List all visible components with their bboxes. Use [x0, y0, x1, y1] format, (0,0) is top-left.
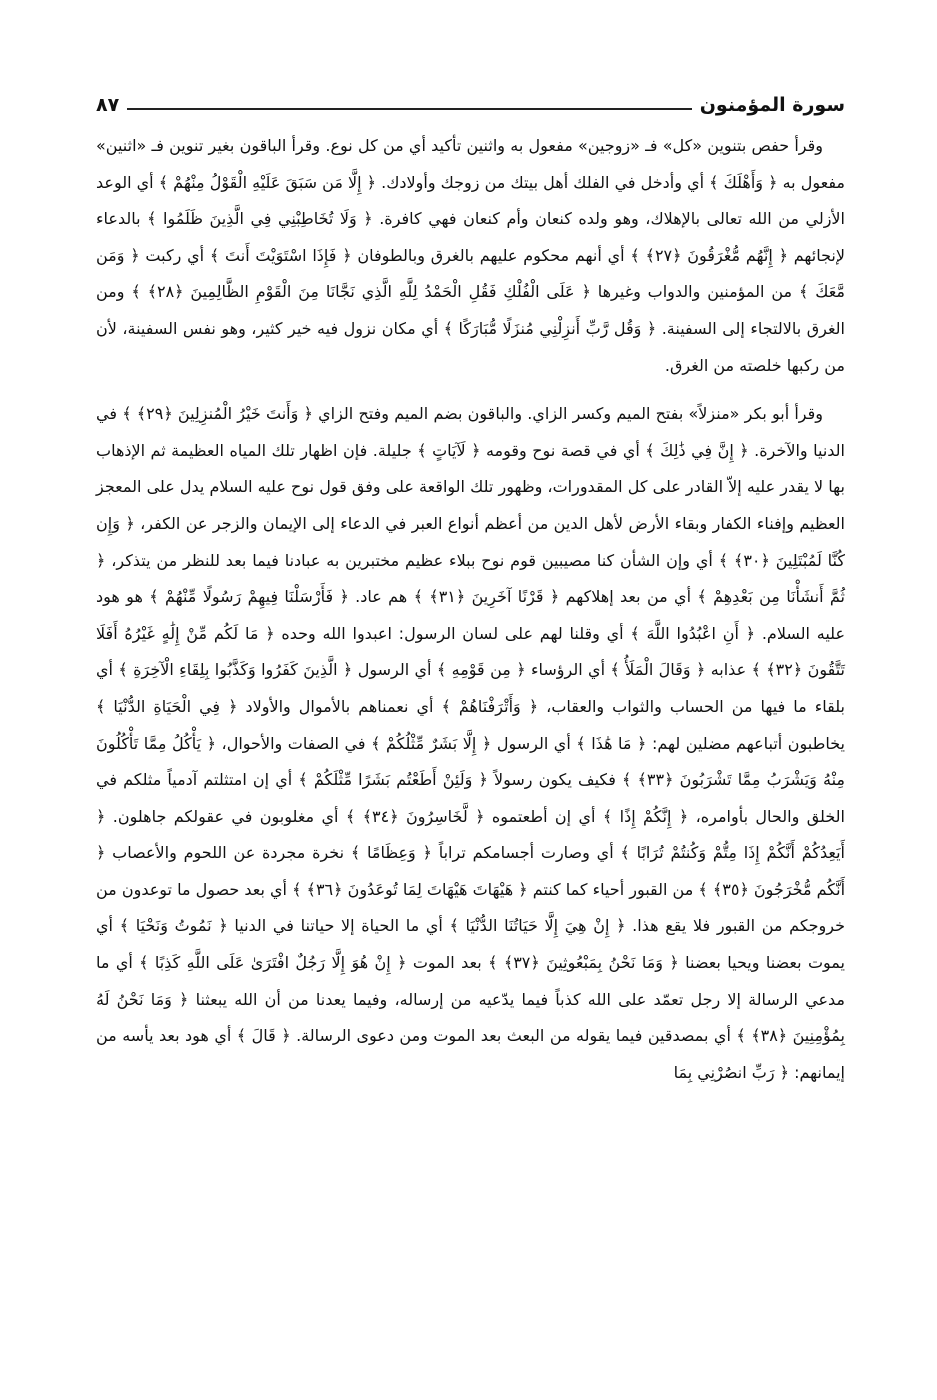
paragraph-text: وقرأ أبو بكر «منزلاً» بفتح الميم وكسر الزاي. والباقون بضم الميم وفتح الزاي ﴿ وَأَنتَ خَيْرُ الْمُنزِلِينَ ﴿٢٩﴾ ﴾ في الدنيا والآخرة. ﴿ إِنَّ فِي ذَٰلِكَ ﴾ أي في قصة نوح وقومه ﴿ لَآيَاتٍ ﴾ جليلة. فإن اظهار تلك المياه العظيمة ثم الإذهاب بها لا يقدر عليه إلاّ القادر على كل المقدورات، وظهور تلك الواقعة على وفق قول نوح عليه السلام يدل على المعجز العظيم وإفناء الكفار وبقاء الأرض لأهل الدين من أعظم أنواع العبر في الدعاء إلى الإيمان والزجر عن الكفر، ﴿ وَإِن كُنَّا لَمُبْتَلِينَ ﴿٣٠﴾ ﴾ أي وإن الشأن كنا مصيبين قوم نوح ببلاء عظيم مختبرين به عبادنا فيما بعد للنظر من يتذكر، ﴿ ثُمَّ أَنشَأْنَا مِن بَعْدِهِمْ ﴾ أي من بعد إهلاكهم ﴿ قَرْنًا آخَرِينَ ﴿٣١﴾ ﴾ هم عاد. ﴿ فَأَرْسَلْنَا فِيهِمْ رَسُولًا مِّنْهُمْ ﴾ هو هود عليه السلام. ﴿ أَنِ اعْبُدُوا اللَّهَ ﴾ أي وقلنا لهم على لسان الرسول: اعبدوا الله وحده ﴿ مَا لَكُم مِّنْ إِلَٰهٍ غَيْرُهُ أَفَلَا تَتَّقُونَ ﴿٣٢﴾ ﴾ عذابه ﴿ وَقَالَ الْمَلَأُ ﴾ أي الرؤساء ﴿ مِن قَوْمِهِ ﴾ أي الرسول ﴿ الَّذِينَ كَفَرُوا وَكَذَّبُوا بِلِقَاءِ الْآخِرَةِ ﴾ أي بلقاء ما فيها من الحساب والثواب والعقاب، ﴿ وَأَتْرَفْنَاهُمْ ﴾ أي نعمناهم بالأموال والأولاد ﴿ فِي الْحَيَاةِ الدُّنْيَا ﴾ يخاطبون أتباعهم مضلين لهم: ﴿ مَا هَٰذَا ﴾ أي الرسول ﴿ إِلَّا بَشَرٌ مِّثْلُكُمْ ﴾ في الصفات والأحوال، ﴿ يَأْكُلُ مِمَّا تَأْكُلُونَ مِنْهُ وَيَشْرَبُ مِمَّا تَشْرَبُونَ ﴿٣٣﴾ ﴾ فكيف يكون رسولاً ﴿ وَلَئِنْ أَطَعْتُم بَشَرًا مِّثْلَكُمْ ﴾ أي إن امتثلتم آدمياً مثلكم في الخلق والحال بأوامره، ﴿ إِنَّكُمْ إِذًا ﴾ أي إن أطعتموه ﴿ لَّخَاسِرُونَ ﴿٣٤﴾ ﴾ أي مغلوبون في عقولكم جاهلون. ﴿ أَيَعِدُكُمْ أَنَّكُمْ إِذَا مِتُّمْ وَكُنتُمْ تُرَابًا ﴾ أي وصارت أجسامكم تراباً ﴿ وَعِظَامًا ﴾ نخرة مجردة عن اللحوم والأعصاب ﴿ أَنَّكُم مُّخْرَجُونَ ﴿٣٥﴾ ﴾ من القبور أحياء كما كنتم ﴿ هَيْهَاتَ هَيْهَاتَ لِمَا تُوعَدُونَ ﴿٣٦﴾ ﴾ أي بعد حصول ما توعدون من خروجكم من القبور فلا يقع هذا. ﴿ إِنْ هِيَ إِلَّا حَيَاتُنَا الدُّنْيَا ﴾ أي ما الحياة إلا حياتنا في الدنيا ﴿ نَمُوتُ وَنَحْيَا ﴾ أي يموت بعضنا ويحيا بعضنا ﴿ وَمَا نَحْنُ بِمَبْعُوثِينَ ﴿٣٧﴾ ﴾ بعد الموت ﴿ إِنْ هُوَ إِلَّا رَجُلٌ افْتَرَىٰ عَلَى اللَّهِ كَذِبًا ﴾ أي ما مدعي الرسالة إلا رجل تعمّد على الله كذباً فيما يدّعيه من إرساله، وفيما يعدنا من أن الله يبعثنا ﴿ وَمَا نَحْنُ لَهُ بِمُؤْمِنِينَ ﴿٣٨﴾ ﴾ أي بمصدقين فيما يقوله من البعث بعد الموت ومن دعوى الرسالة. ﴿ قَالَ ﴾ أي هود بعد يأسه من إيمانهم: ﴿ رَبِّ انصُرْنِي بِمَا — [96, 404, 846, 1082]
paragraph-2 — [96, 396, 845, 1091]
surah-title: سورة المؤمنون — [699, 94, 845, 116]
paragraph-text: وقرأ حفص بتنوين «كل» فـ «زوجين» مفعول به واثنين تأكيد أي من كل نوع. وقرأ الباقون بغير تنوين فـ «اثنين» مفعول به ﴿ وَأَهْلَكَ ﴾ أي وأدخل في الفلك أهل بيتك من زوجك وأولادك. ﴿ إِلَّا مَن سَبَقَ عَلَيْهِ الْقَوْلُ مِنْهُمْ ﴾ أي الوعد الأزلي من الله تعالى بالإهلاك، وهو ولده كنعان وأم كنعان فهي كافرة. ﴿ وَلَا تُخَاطِبْنِي فِي الَّذِينَ ظَلَمُوا ﴾ بالدعاء لإنجائهم ﴿ إِنَّهُم مُّغْرَقُونَ ﴿٢٧﴾ ﴾ أي أنهم محكوم عليهم بالغرق وبالطوفان ﴿ فَإِذَا اسْتَوَيْتَ أَنتَ ﴾ أي ركبت ﴿ وَمَن مَّعَكَ ﴾ من المؤمنين والدواب وغيرها ﴿ عَلَى الْفُلْكِ فَقُلِ الْحَمْدُ لِلَّهِ الَّذِي نَجَّانَا مِنَ الْقَوْمِ الظَّالِمِينَ ﴿٢٨﴾ ﴾ ومن الغرق بالالتجاء إلى السفينة. ﴿ وَقُل رَّبِّ أَنزِلْنِي مُنزَلًا مُّبَارَكًا ﴾ أي مكان نزول فيه خير كثير، وهو نفس السفينة، لأن من ركبها خلصته من الغرق. — [96, 136, 846, 375]
paragraph-1 — [96, 128, 845, 384]
page-header — [96, 86, 845, 116]
header-rule — [127, 108, 691, 110]
page-number: ٨٧ — [96, 94, 120, 116]
